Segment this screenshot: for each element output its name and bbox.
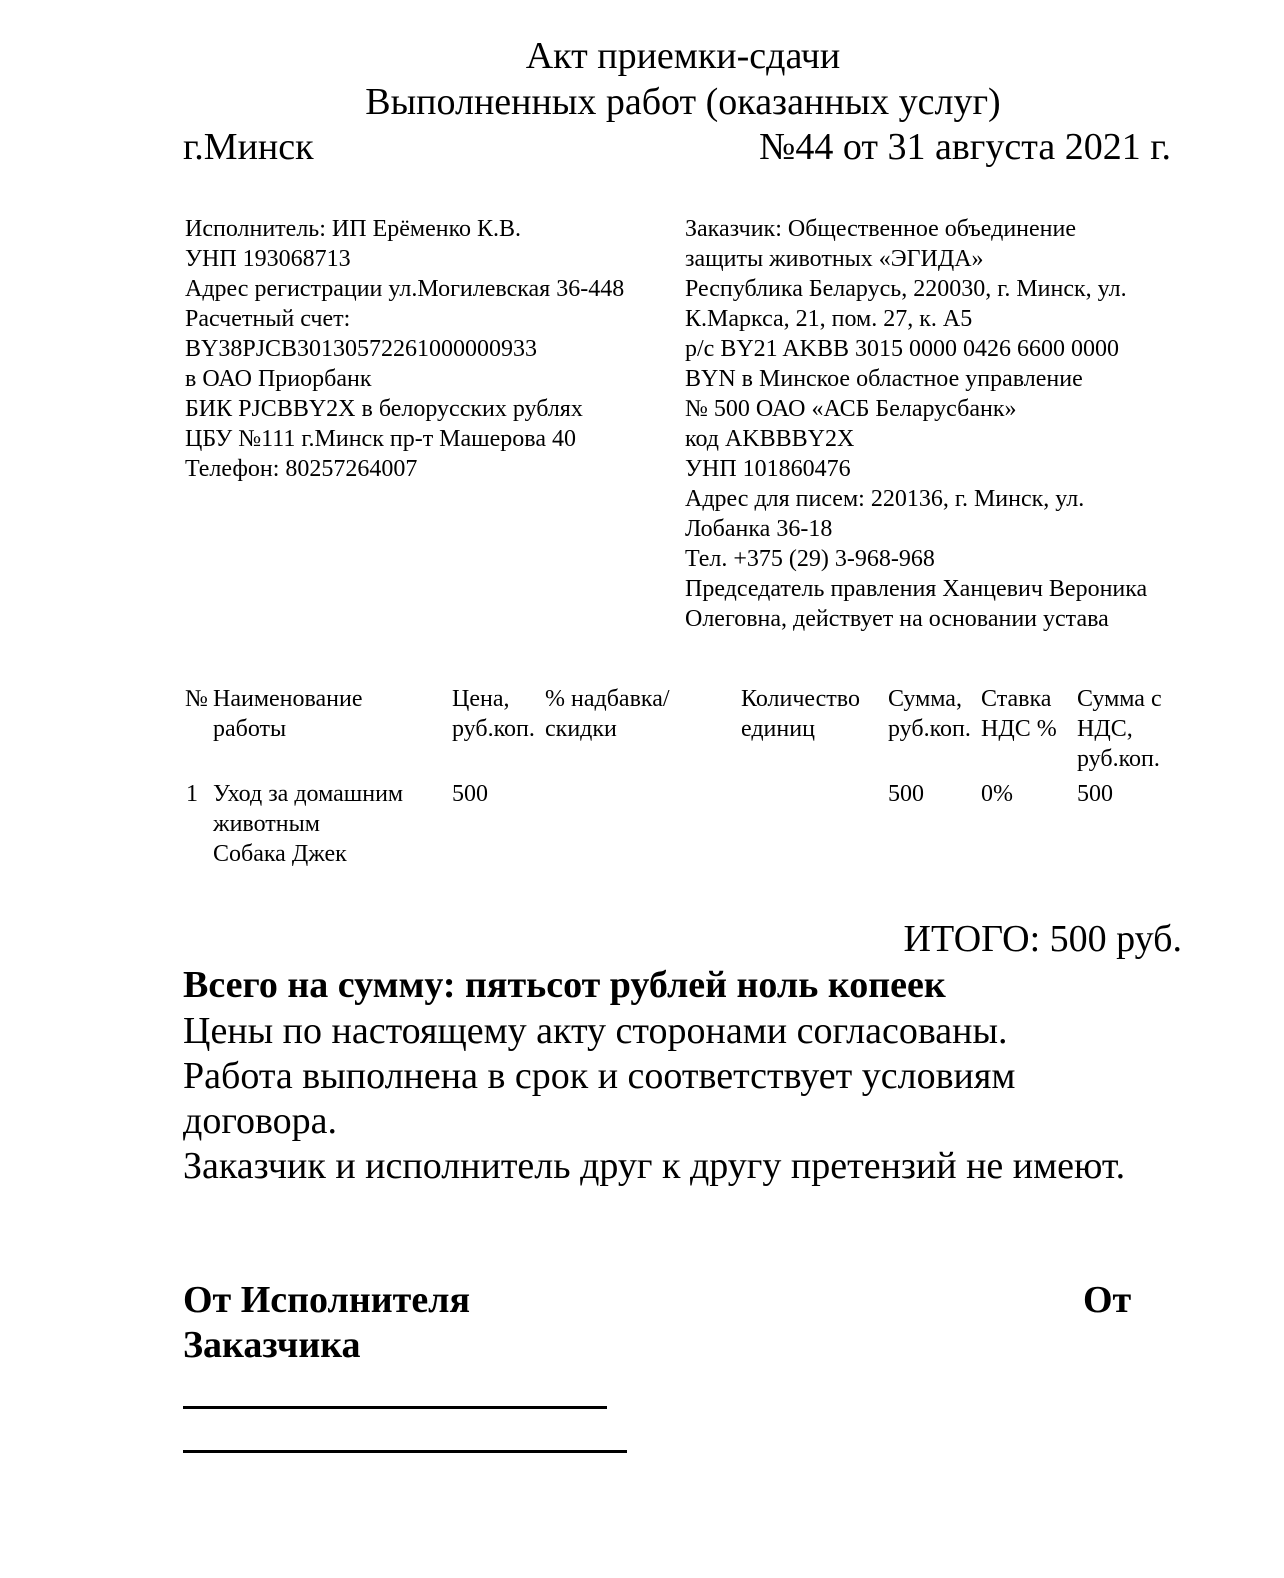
statement-line: Заказчик и исполнитель друг к другу претензий не имеют. <box>183 1145 1126 1187</box>
itogo-total: ИТОГО: 500 руб. <box>903 918 1182 960</box>
statement-line: Работа выполнена в срок и соответствует условиям <box>183 1055 1016 1097</box>
signature-executor-label: От Исполнителя <box>183 1279 471 1321</box>
executor-line: в ОАО Приорбанк <box>185 366 372 392</box>
row-price: 500 <box>452 781 488 807</box>
row-sum: 500 <box>888 781 924 807</box>
customer-line: Лобанка 36-18 <box>685 516 833 542</box>
statement-line: договора. <box>183 1100 338 1142</box>
signature-customer-label-part2: Заказчика <box>183 1324 361 1366</box>
executor-line: БИК PJCBBY2X в белорусских рублях <box>185 396 583 422</box>
executor-line: ЦБУ №111 г.Минск пр-т Машерова 40 <box>185 426 576 452</box>
executor-line: Телефон: 80257264007 <box>185 456 418 482</box>
executor-line: Адрес регистрации ул.Могилевская 36-448 <box>185 276 625 302</box>
col-header-sum: Сумма, руб.коп. <box>888 686 971 742</box>
customer-line: Адрес для писем: 220136, г. Минск, ул. <box>685 486 1085 512</box>
signature-line-executor <box>183 1406 607 1409</box>
customer-line: Олеговна, действует на основании устава <box>685 606 1109 632</box>
document-title-line2: Выполненных работ (оказанных услуг) <box>365 81 1001 123</box>
customer-line: Республика Беларусь, 220030, г. Минск, ул. <box>685 276 1127 302</box>
customer-line: № 500 ОАО «АСБ Беларусбанк» <box>685 396 1017 422</box>
executor-block <box>185 214 624 484</box>
customer-block <box>685 214 1147 634</box>
row-sum-vat: 500 <box>1077 781 1113 807</box>
customer-line: Тел. +375 (29) 3-968-968 <box>685 546 935 572</box>
customer-line: код AKBBBY2X <box>685 426 855 452</box>
document-title-line1: Акт приемки-сдачи <box>525 35 841 77</box>
row-name: Уход за домашним животным Собака Джек <box>213 781 404 867</box>
amount-in-words: Всего на сумму: пятьсот рублей ноль копеек <box>183 964 946 1006</box>
row-num: 1 <box>186 781 198 807</box>
customer-line: BYN в Минское областное управление <box>685 366 1083 392</box>
signature-customer-label-part1: От <box>1083 1279 1132 1321</box>
executor-line: Расчетный счет: <box>185 306 351 332</box>
customer-line: УНП 101860476 <box>685 456 851 482</box>
signature-line-customer <box>183 1450 627 1453</box>
col-header-vat-rate: Ставка НДС % <box>981 686 1057 742</box>
customer-line: Заказчик: Общественное объединение <box>685 216 1077 242</box>
col-header-markup: % надбавка/ скидки <box>545 686 670 742</box>
customer-line: защиты животных «ЭГИДА» <box>685 246 984 272</box>
row-vat-rate: 0% <box>981 781 1013 807</box>
executor-line: BY38PJCB30130572261000000933 <box>185 336 538 362</box>
customer-line: Председатель правления Ханцевич Вероника <box>685 576 1148 602</box>
col-header-num: № <box>185 686 208 712</box>
col-header-name: Наименование работы <box>213 686 363 742</box>
document-city: г.Минск <box>183 126 314 168</box>
executor-line: Исполнитель: ИП Ерёменко К.В. <box>185 216 522 242</box>
col-header-sum-vat: Сумма с НДС, руб.коп. <box>1077 686 1162 772</box>
document-number-date: №44 от 31 августа 2021 г. <box>759 126 1171 168</box>
customer-line: р/с BY21 AKBB 3015 0000 0426 6600 0000 <box>685 336 1120 362</box>
statement-line: Цены по настоящему акту сторонами согласованы. <box>183 1010 1008 1052</box>
col-header-qty: Количество единиц <box>741 686 860 742</box>
executor-line: УНП 193068713 <box>185 246 351 272</box>
customer-line: К.Маркса, 21, пом. 27, к. А5 <box>685 306 973 332</box>
col-header-price: Цена, руб.коп. <box>452 686 535 742</box>
